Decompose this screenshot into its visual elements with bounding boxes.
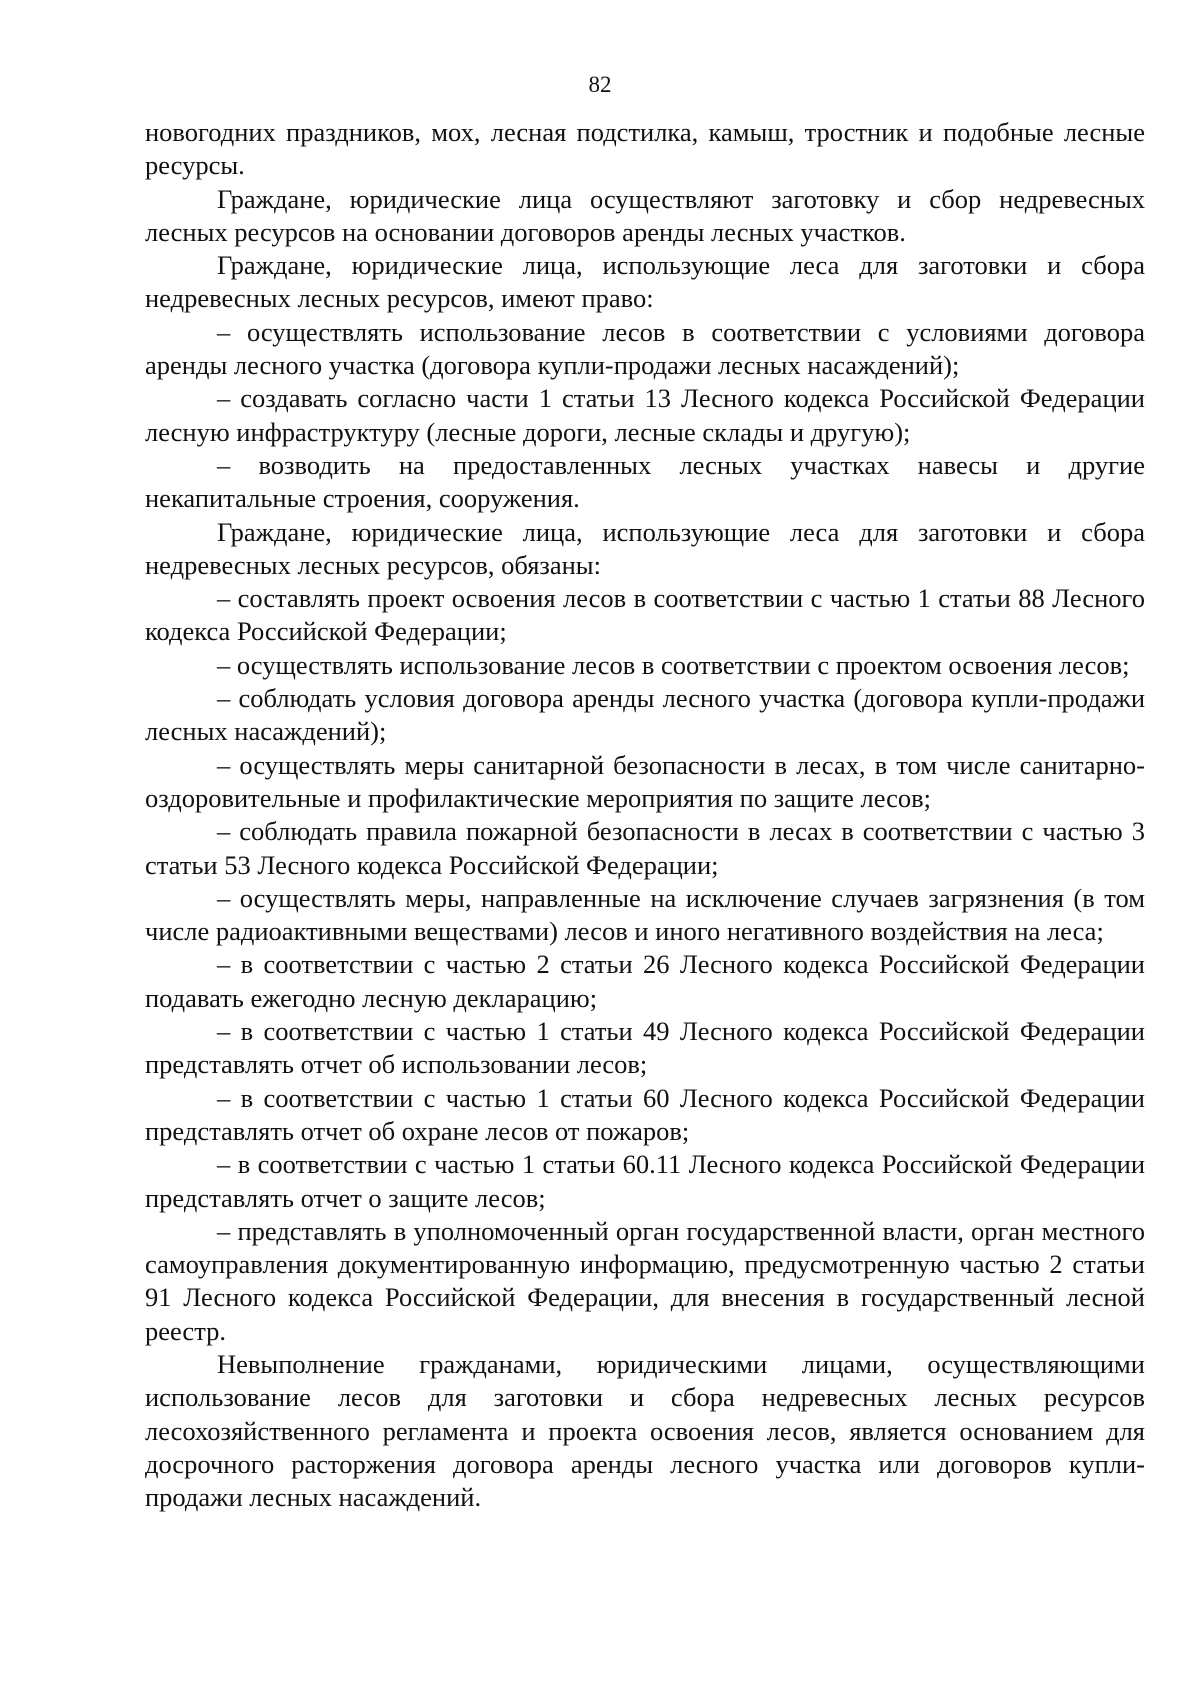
list-item: – осуществлять меры санитарной безопасности в лесах, в том числе санитарно-оздоровительные и профилактические мероприятия по защите лесов; xyxy=(145,749,1145,813)
paragraph: Невыполнение гражданами, юридическими лицами, осуществляющими использование лесов для заготовки и сбора недревесных лесных ресурсов лесохозяйственного регламента и проекта освоения лесов, является основанием для досрочного расторжения договора аренды лесного участка или договоров купли-продажи лесных насаждений. xyxy=(145,1348,1145,1513)
list-item: – в соответствии с частью 1 статьи 60.11 Лесного кодекса Российской Федерации представлять отчет о защите лесов; xyxy=(145,1149,1145,1213)
list-item: – в соответствии с частью 1 статьи 49 Лесного кодекса Российской Федерации представлять отчет об использовании лесов; xyxy=(145,1016,1145,1080)
paragraph: Граждане, юридические лица осуществляют заготовку и сбор недревесных лесных ресурсов на основании договоров аренды лесных участков. xyxy=(145,183,1145,247)
paragraph: Граждане, юридические лица, использующие леса для заготовки и сбора недревесных лесных ресурсов, обязаны: xyxy=(145,516,1145,580)
list-item: – представлять в уполномоченный орган государственной власти, орган местного самоуправления документированную информацию, предусмотренную частью 2 статьи 91 Лесного кодекса Российской Федерации, для внесения в государственный лесной реестр. xyxy=(145,1215,1145,1346)
list-item: – соблюдать правила пожарной безопасности в лесах в соответствии с частью 3 статьи 53 Лесного кодекса Российской Федерации; xyxy=(145,816,1145,880)
page-number: 82 xyxy=(588,72,612,97)
paragraph: Граждане, юридические лица, использующие леса для заготовки и сбора недревесных лесных ресурсов, имеют право: xyxy=(145,250,1145,314)
list-item: – в соответствии с частью 2 статьи 26 Лесного кодекса Российской Федерации подавать ежегодно лесную декларацию; xyxy=(145,949,1145,1013)
paragraph: новогодних праздников, мох, лесная подстилка, камыш, тростник и подобные лесные ресурсы. xyxy=(145,117,1145,181)
list-item: – осуществлять использование лесов в соответствии с условиями договора аренды лесного участка (договора купли-продажи лесных насаждений); xyxy=(145,316,1145,381)
body-text xyxy=(145,116,1145,1514)
list-item: – соблюдать условия договора аренды лесного участка (договора купли-продажи лесных насаждений); xyxy=(145,683,1145,747)
list-item: – в соответствии с частью 1 статьи 60 Лесного кодекса Российской Федерации представлять отчет об охране лесов от пожаров; xyxy=(145,1082,1145,1146)
list-item: – возводить на предоставленных лесных участках навесы и другие некапитальные строения, сооружения. xyxy=(145,449,1145,514)
list-item: – осуществлять использование лесов в соответствии с проектом освоения лесов; xyxy=(217,649,1130,680)
list-item: – осуществлять меры, направленные на исключение случаев загрязнения (в том числе радиоактивными веществами) лесов и иного негативного воздействия на леса; xyxy=(145,882,1145,947)
list-item: – составлять проект освоения лесов в соответствии с частью 1 статьи 88 Лесного кодекса Российской Федерации; xyxy=(145,583,1145,647)
list-item: – создавать согласно части 1 статьи 13 Лесного кодекса Российской Федерации лесную инфраструктуру (лесные дороги, лесные склады и другую); xyxy=(145,383,1145,447)
